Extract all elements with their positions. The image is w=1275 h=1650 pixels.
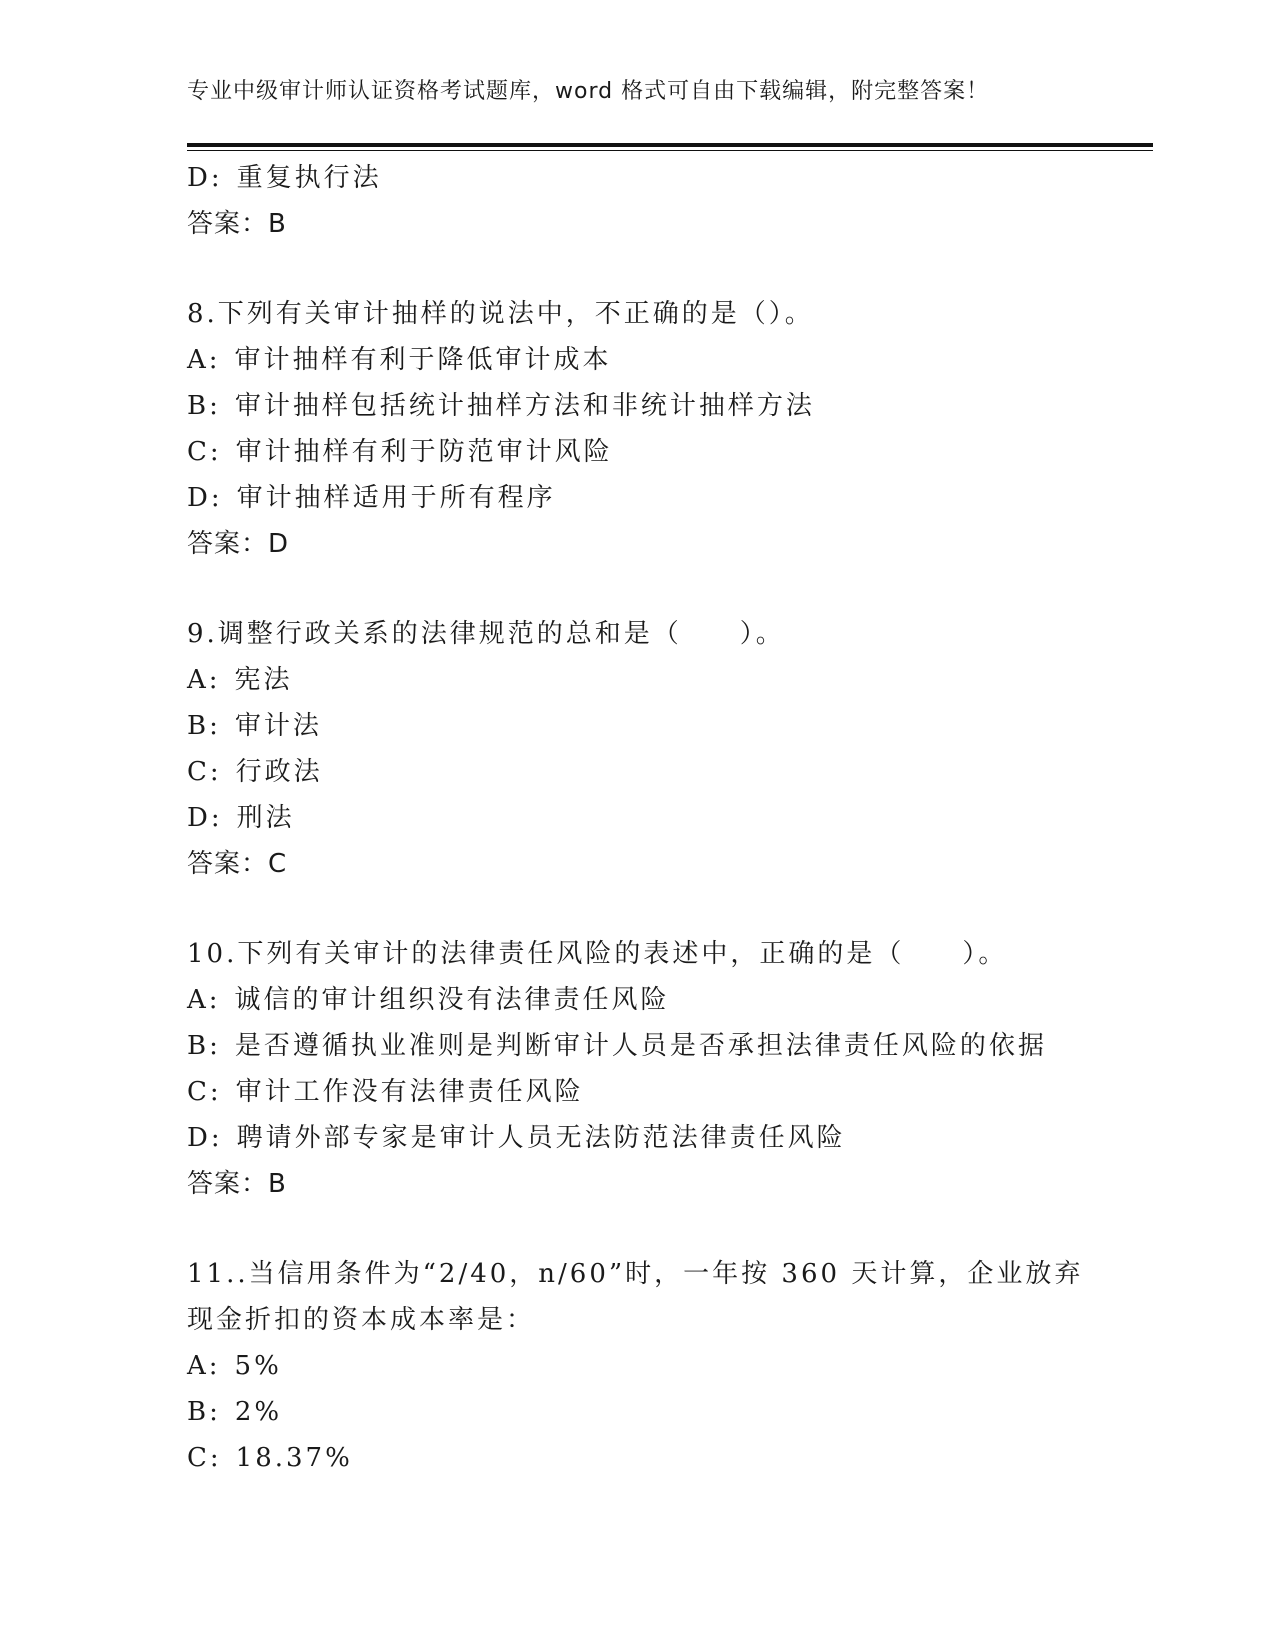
option-text: 审计抽样有利于降低审计成本 — [234, 345, 612, 375]
option-c — [187, 1435, 1147, 1481]
option-text: 5% — [234, 1351, 282, 1381]
question-8 — [187, 291, 1147, 567]
option-text: 行政法 — [235, 757, 323, 787]
option-label: C: — [187, 1443, 222, 1473]
option-label: D: — [187, 163, 223, 193]
question-list — [187, 155, 1147, 1481]
answer: 答案：D — [187, 529, 290, 559]
option-label: B: — [187, 711, 221, 741]
question-stem: 10.下列有关审计的法律责任风险的表述中，正确的是（ ）。 — [187, 939, 1008, 969]
question-11 — [187, 1251, 1147, 1481]
option-text: 2% — [234, 1397, 283, 1427]
option-text: 审计工作没有法律责任风险 — [235, 1077, 584, 1107]
option-b — [187, 703, 1147, 749]
option-b — [187, 1023, 1147, 1069]
option-c — [187, 749, 1147, 795]
option-text: 审计抽样适用于所有程序 — [236, 483, 556, 513]
question-stem-continued: 现金折扣的资本成本率是： — [187, 1305, 536, 1335]
option-a — [187, 977, 1147, 1023]
option-d — [187, 155, 1147, 201]
option-b — [187, 383, 1147, 429]
question-stem: 9.调整行政关系的法律规范的总和是（ ）。 — [187, 619, 785, 649]
option-text: 审计法 — [234, 711, 322, 741]
option-c — [187, 429, 1147, 475]
question-stem: 11..当信用条件为“2/40，n/60”时，一年按 360 天计算，企业放弃 — [187, 1259, 1084, 1289]
option-text: 刑法 — [236, 803, 295, 833]
answer: 答案：B — [187, 209, 287, 239]
option-a — [187, 657, 1147, 703]
option-a — [187, 1343, 1147, 1389]
option-c — [187, 1069, 1147, 1115]
page-header: 专业中级审计师认证资格考试题库，word 格式可自由下载编辑，附完整答案！ — [187, 79, 990, 104]
option-a — [187, 337, 1147, 383]
question-stem: 8.下列有关审计抽样的说法中，不正确的是（）。 — [187, 299, 814, 329]
answer: 答案：B — [187, 1169, 287, 1199]
option-text: 诚信的审计组织没有法律责任风险 — [234, 985, 670, 1015]
option-text: 宪法 — [234, 665, 293, 695]
option-label: A: — [187, 665, 221, 695]
option-d — [187, 795, 1147, 841]
option-d — [187, 475, 1147, 521]
answer: 答案：C — [187, 849, 288, 879]
option-label: C: — [187, 757, 222, 787]
option-text: 18.37% — [235, 1443, 353, 1473]
question-10 — [187, 931, 1147, 1207]
header-rule-thin — [187, 150, 1153, 151]
option-label: B: — [187, 391, 221, 421]
option-label: D: — [187, 483, 223, 513]
option-text: 审计抽样包括统计抽样方法和非统计抽样方法 — [234, 391, 815, 421]
option-label: A: — [187, 1351, 221, 1381]
option-label: D: — [187, 1123, 223, 1153]
option-label: C: — [187, 1077, 222, 1107]
option-b — [187, 1389, 1147, 1435]
question-9 — [187, 611, 1147, 887]
option-text: 是否遵循执业准则是判断审计人员是否承担法律责任风险的依据 — [234, 1031, 1047, 1061]
option-label: B: — [187, 1397, 221, 1427]
option-text: 重复执行法 — [236, 163, 382, 193]
option-d — [187, 1115, 1147, 1161]
option-label: D: — [187, 803, 223, 833]
option-text: 审计抽样有利于防范审计风险 — [235, 437, 613, 467]
option-text: 聘请外部专家是审计人员无法防范法律责任风险 — [236, 1123, 846, 1153]
option-label: C: — [187, 437, 222, 467]
option-label: A: — [187, 985, 221, 1015]
option-label: B: — [187, 1031, 221, 1061]
header-rule-thick — [187, 143, 1153, 147]
option-label: A: — [187, 345, 221, 375]
